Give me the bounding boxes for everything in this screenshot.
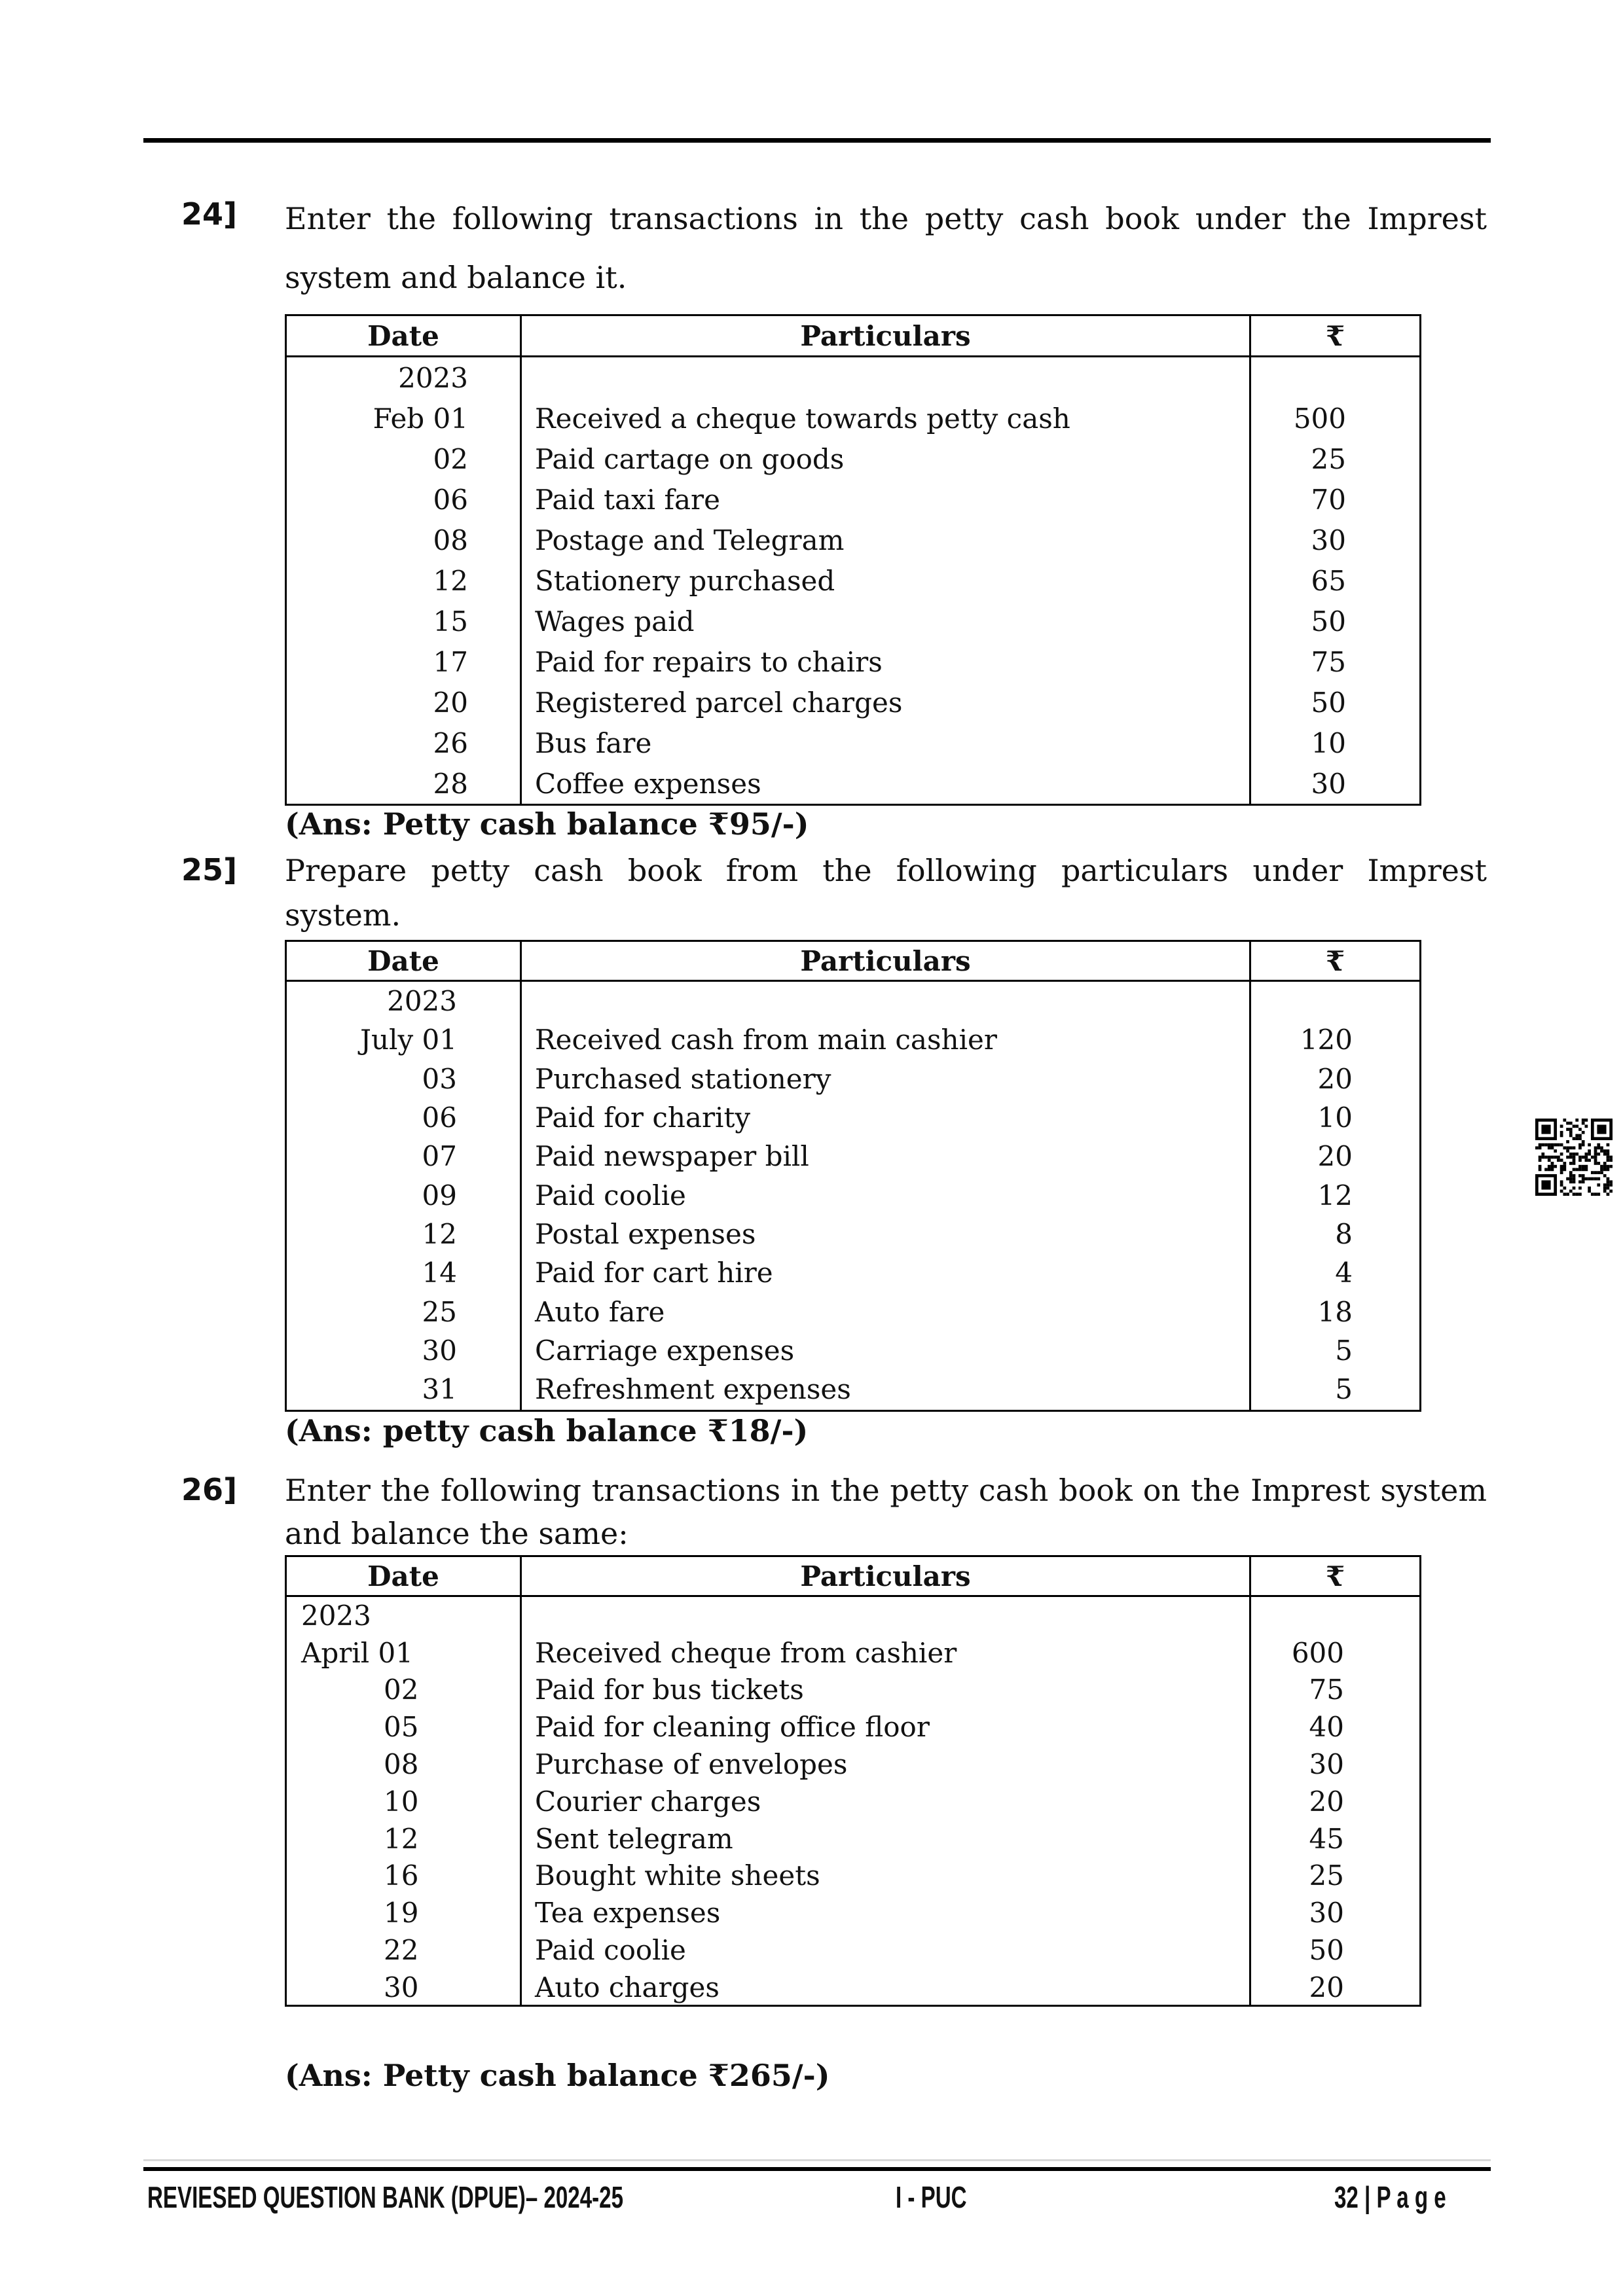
particulars-cell: Paid for repairs to chairs (535, 645, 883, 678)
question-number: 25] (181, 852, 238, 888)
amount-cell: 20 (1317, 1062, 1353, 1095)
particulars-cell: Bought white sheets (535, 1859, 820, 1892)
particulars-column (520, 982, 1249, 1410)
answer-text: (Ans: Petty cash balance ₹265/-) (285, 2058, 830, 2093)
particulars-cell: Paid cartage on goods (535, 442, 845, 475)
amount-cell: 8 (1335, 1217, 1353, 1250)
date-cell: 30 (422, 1334, 457, 1367)
question-number: 24] (181, 196, 238, 232)
date-cell: 06 (433, 483, 468, 516)
date-cell: 12 (384, 1822, 419, 1855)
amount-cell: 70 (1311, 483, 1346, 516)
amount-cell: 10 (1317, 1102, 1353, 1134)
amount-cell: 10 (1311, 726, 1346, 759)
empty-cell (1251, 357, 1419, 398)
amount-cell: 40 (1309, 1711, 1344, 1744)
particulars-cell: Postal expenses (535, 1217, 756, 1250)
column-header-amount: ₹ (1249, 1557, 1419, 1595)
particulars-cell: Auto charges (535, 1971, 720, 2003)
particulars-cell: Received a cheque towards petty cash (535, 402, 1070, 435)
date-cell: 12 (433, 564, 468, 597)
particulars-cell: Registered parcel charges (535, 686, 903, 719)
date-cell: 20 (433, 686, 468, 719)
year-cell: 2023 (301, 1599, 371, 1632)
particulars-cell: Paid newspaper bill (535, 1140, 809, 1173)
amount-cell: 30 (1309, 1748, 1344, 1781)
question-text: Enter the following transactions in the petty cash book on the Imprest system (285, 1473, 1487, 1508)
particulars-cell: Carriage expenses (535, 1334, 795, 1367)
particulars-cell: Paid for charity (535, 1102, 751, 1134)
table-header (287, 1557, 1419, 1597)
particulars-cell: Paid coolie (535, 1179, 686, 1211)
transactions-table (285, 1555, 1421, 2007)
date-cell: 19 (384, 1897, 419, 1929)
footer-title: REVIESED QUESTION BANK (DPUE)– 2024-25 (147, 2180, 623, 2214)
year-cell: 2023 (398, 361, 468, 394)
date-cell: 28 (433, 767, 468, 800)
amount-cell: 5 (1335, 1334, 1353, 1367)
question-text: system and balance it. (285, 260, 627, 295)
empty-cell (522, 357, 1249, 398)
date-cell: 08 (433, 524, 468, 556)
amount-cell: 30 (1311, 767, 1346, 800)
empty-cell (1251, 982, 1419, 1020)
transactions-table (285, 940, 1421, 1412)
particulars-cell: Paid for bus tickets (535, 1674, 804, 1706)
amount-cell: 75 (1309, 1674, 1344, 1706)
amount-cell: 120 (1300, 1024, 1353, 1056)
date-cell: 03 (422, 1062, 457, 1095)
date-cell: April 01 (301, 1636, 413, 1669)
date-column (287, 982, 520, 1410)
date-cell: 12 (422, 1217, 457, 1250)
particulars-cell: Received cheque from cashier (535, 1636, 957, 1669)
amount-cell: 50 (1309, 1934, 1344, 1967)
particulars-cell: Courier charges (535, 1785, 761, 1818)
date-column (287, 1597, 520, 2006)
amount-cell: 75 (1311, 645, 1346, 678)
particulars-cell: Received cash from main cashier (535, 1024, 997, 1056)
column-header-amount: ₹ (1249, 942, 1419, 980)
qr-code-icon (1535, 1119, 1613, 1196)
amount-cell: 4 (1335, 1257, 1353, 1289)
question-text: Prepare petty cash book from the following particulars under Imprest (285, 853, 1487, 888)
footer-class: I - PUC (896, 2180, 967, 2214)
answer-text: (Ans: petty cash balance ₹18/-) (285, 1413, 809, 1448)
particulars-cell: Refreshment expenses (535, 1373, 851, 1406)
empty-cell (1251, 1597, 1419, 1634)
amount-column (1249, 1597, 1419, 2006)
particulars-cell: Postage and Telegram (535, 524, 845, 556)
particulars-cell: Tea expenses (535, 1897, 721, 1929)
amount-cell: 25 (1309, 1859, 1344, 1892)
amount-cell: 5 (1335, 1373, 1353, 1406)
date-cell: 25 (422, 1295, 457, 1328)
amount-cell: 600 (1291, 1636, 1344, 1669)
amount-cell: 45 (1309, 1822, 1344, 1855)
particulars-cell: Bus fare (535, 726, 652, 759)
table-header (287, 316, 1419, 357)
question-text: system. (285, 897, 401, 933)
column-header-date: Date (367, 319, 439, 352)
amount-cell: 50 (1311, 686, 1346, 719)
transactions-table (285, 314, 1421, 806)
question-number: 26] (181, 1472, 238, 1507)
particulars-cell: Auto fare (535, 1295, 665, 1328)
particulars-cell: Purchase of envelopes (535, 1748, 848, 1781)
amount-cell: 500 (1293, 402, 1346, 435)
date-cell: 10 (384, 1785, 419, 1818)
particulars-cell: Paid coolie (535, 1934, 686, 1967)
amount-cell: 20 (1309, 1971, 1344, 2003)
date-cell: 09 (422, 1179, 457, 1211)
particulars-cell: Paid for cart hire (535, 1257, 773, 1289)
amount-cell: 25 (1311, 442, 1346, 475)
particulars-cell: Paid taxi fare (535, 483, 720, 516)
date-cell: July 01 (360, 1024, 457, 1056)
date-column (287, 357, 520, 804)
date-cell: 05 (384, 1711, 419, 1744)
date-cell: 14 (422, 1257, 457, 1289)
date-cell: 02 (433, 442, 468, 475)
particulars-column (520, 1597, 1249, 2006)
amount-cell: 12 (1317, 1179, 1353, 1211)
date-cell: 22 (384, 1934, 419, 1967)
amount-cell: 65 (1311, 564, 1346, 597)
amount-column (1249, 357, 1419, 804)
amount-cell: 50 (1311, 605, 1346, 637)
date-cell: 06 (422, 1102, 457, 1134)
amount-cell: 20 (1309, 1785, 1344, 1818)
column-header-date: Date (367, 944, 439, 977)
particulars-cell: Purchased stationery (535, 1062, 831, 1095)
amount-cell: 30 (1311, 524, 1346, 556)
date-cell: 30 (384, 1971, 419, 2003)
date-cell: 16 (384, 1859, 419, 1892)
footer-rule (143, 2167, 1491, 2171)
particulars-cell: Stationery purchased (535, 564, 835, 597)
date-cell: 08 (384, 1748, 419, 1781)
date-cell: 15 (433, 605, 468, 637)
date-cell: Feb 01 (373, 402, 468, 435)
particulars-cell: Wages paid (535, 605, 695, 637)
amount-cell: 30 (1309, 1897, 1344, 1929)
date-cell: 07 (422, 1140, 457, 1173)
column-header-particulars: Particulars (520, 942, 1249, 980)
particulars-cell: Sent telegram (535, 1822, 733, 1855)
date-cell: 31 (422, 1373, 457, 1406)
table-header (287, 942, 1419, 982)
amount-cell: 20 (1317, 1140, 1353, 1173)
footer-page-number: 32 | P a g e (1334, 2180, 1446, 2214)
column-header-date: Date (367, 1560, 439, 1592)
empty-cell (522, 1597, 1249, 1634)
header-rule (143, 138, 1491, 143)
footer-rule-light (143, 2159, 1491, 2161)
answer-text: (Ans: Petty cash balance ₹95/-) (285, 806, 809, 842)
date-cell: 17 (433, 645, 468, 678)
column-header-particulars: Particulars (520, 316, 1249, 355)
column-header-amount: ₹ (1249, 316, 1419, 355)
particulars-column (520, 357, 1249, 804)
amount-column (1249, 982, 1419, 1410)
particulars-cell: Coffee expenses (535, 767, 761, 800)
empty-cell (522, 982, 1249, 1020)
year-cell: 2023 (387, 985, 457, 1018)
date-cell: 26 (433, 726, 468, 759)
question-text: Enter the following transactions in the petty cash book under the Imprest (285, 201, 1487, 236)
particulars-cell: Paid for cleaning office floor (535, 1711, 930, 1744)
question-text: and balance the same: (285, 1516, 629, 1551)
amount-cell: 18 (1317, 1295, 1353, 1328)
date-cell: 02 (384, 1674, 419, 1706)
column-header-particulars: Particulars (520, 1557, 1249, 1595)
